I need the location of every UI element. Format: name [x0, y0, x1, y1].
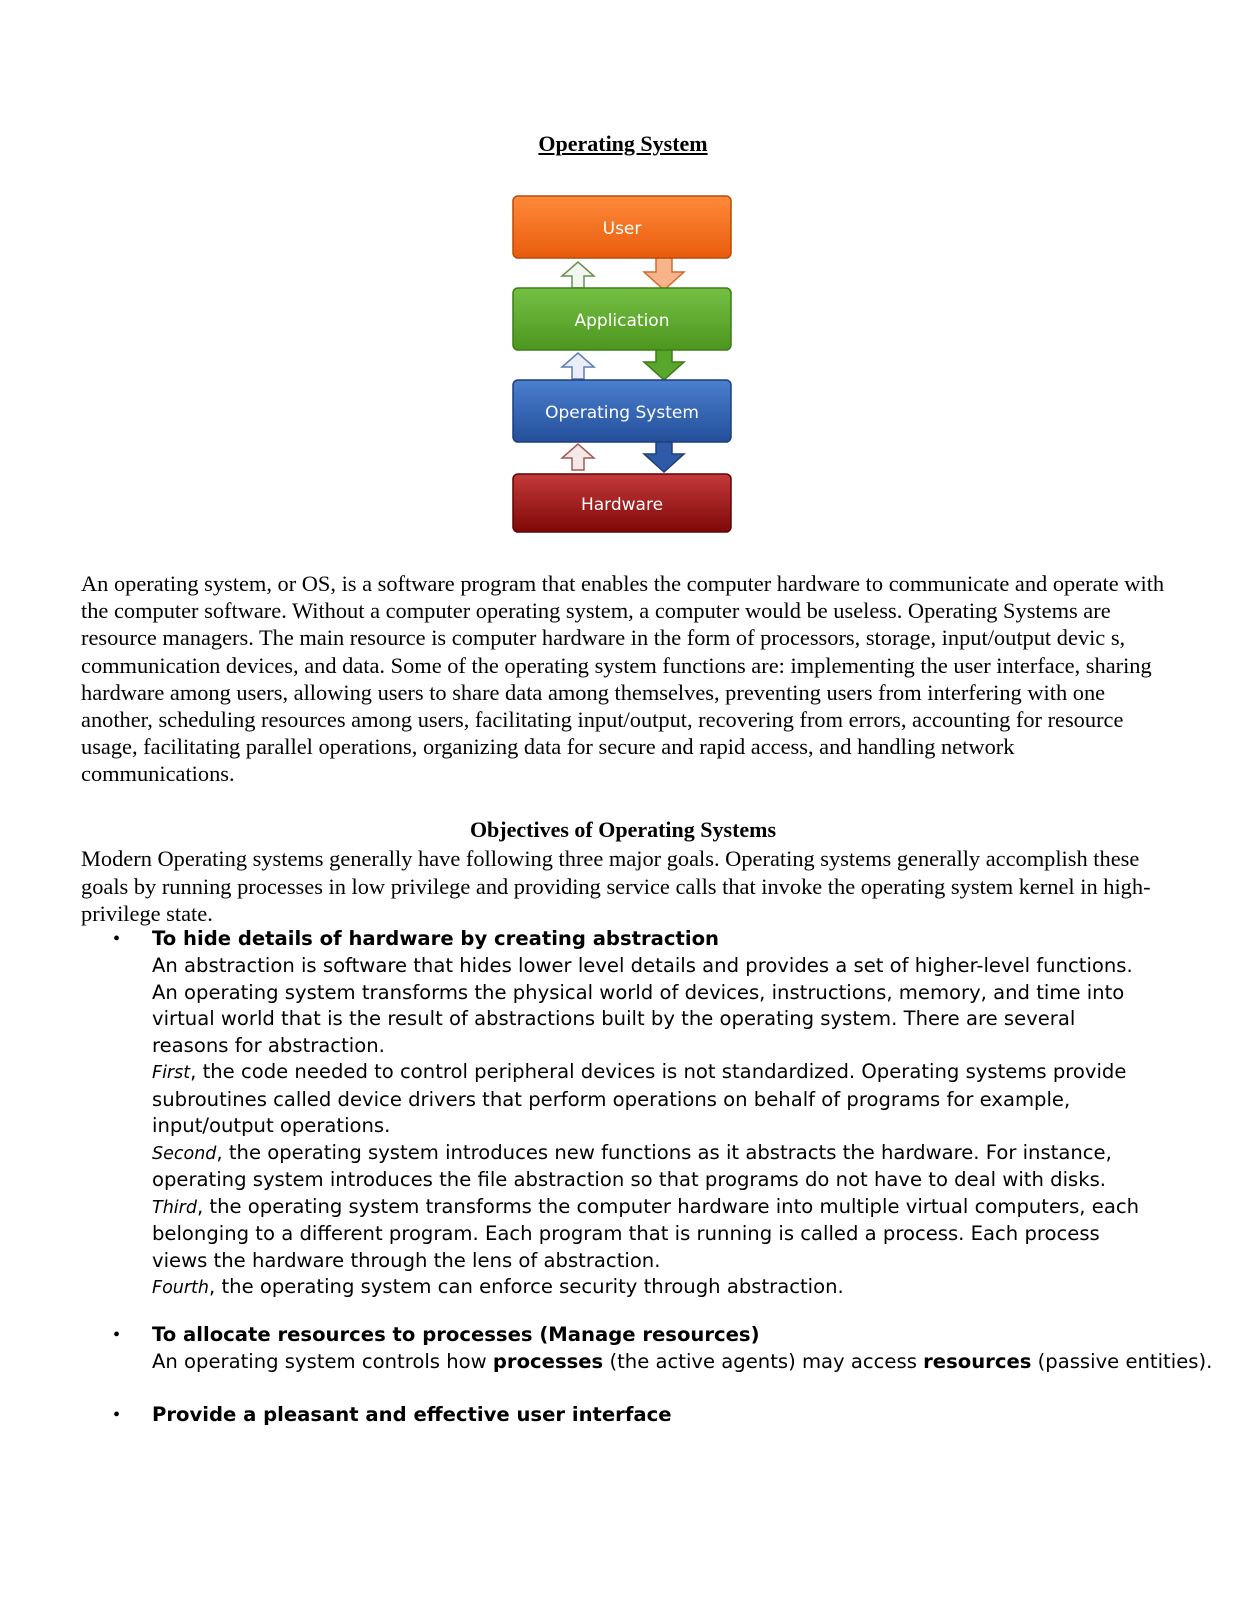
os-layers-diagram — [508, 192, 738, 538]
layer-operating-system-label: Operating System — [545, 403, 699, 423]
goal-3-heading: Provide a pleasant and effective user interface — [152, 1403, 672, 1426]
objectives-intro: Modern Operating systems generally have following three major goals. Operating systems generally accomplish these goals by running processes in low privilege and providing service calls that invoke the operating system kernel in high-privilege state. — [81, 846, 1151, 926]
layer-application-label: Application — [574, 311, 670, 331]
reason-first-text: , the code needed to control peripheral devices is not standardized. Operating systems provide subroutines called device drivers that perform operations on behalf of programs for example, input/output operations. — [152, 1060, 1127, 1137]
goal-2-body — [152, 1349, 1222, 1376]
reason-third — [152, 1194, 1152, 1275]
goal-1-body — [152, 953, 1152, 1302]
reason-second-label: Second — [152, 1143, 217, 1164]
goal-1-heading: To hide details of hardware by creating abstraction — [152, 927, 719, 950]
reason-fourth-text: , the operating system can enforce security through abstraction. — [209, 1275, 844, 1298]
layer-hardware-label: Hardware — [580, 495, 664, 515]
reason-fourth — [152, 1274, 1152, 1302]
up-arrow-icon — [562, 262, 594, 288]
goal-1-text: An abstraction is software that hides lower level details and provides a set of higher-level functions. An operating system transforms the physical world of devices, instructions, memory, and time into virtual world that is the result of abstractions built by the operating system. There are several reasons for abstraction. — [152, 954, 1133, 1057]
goal-2-text — [152, 1349, 1222, 1376]
goal-2-text-a: An operating system controls how — [152, 1350, 493, 1373]
reason-fourth-label: Fourth — [152, 1278, 210, 1298]
layer-hardware — [513, 474, 731, 532]
layer-application — [513, 288, 731, 350]
objectives-heading: Objectives of Operating Systems — [469, 817, 777, 842]
reason-second — [152, 1140, 1152, 1194]
goal-2-text-c: (passive entities). — [1031, 1350, 1213, 1373]
bullet-icon: • — [113, 928, 121, 950]
bullet-icon: • — [113, 1404, 121, 1426]
reason-third-label: Third — [152, 1197, 197, 1218]
intro-paragraph: An operating system, or OS, is a software program that enables the computer hardware to communicate and operate with the computer software. Without a computer operating system, a computer would be useless. Operating Systems are resource managers. The main resource is computer hardware in the form of processors, storage, input/output devic s, communication devices, and data. Some of the operating system functions are: implementing the user interface, sharing hardware among users, allowing users to share data among themselves, preventing users from interfering with one another, scheduling resources among users, facilitating input/output, recovering from errors, accounting for resource usage, facilitating parallel operations, organizing data for secure and rapid access, and handling network communications. — [81, 571, 1165, 787]
bullet-icon: • — [113, 1324, 121, 1346]
reason-first-label: First — [152, 1063, 191, 1083]
layer-user-label: User — [602, 219, 642, 239]
goal-2-text-b: (the active agents) may access — [603, 1350, 924, 1373]
goal-2-heading: To allocate resources to processes (Manage resources) — [152, 1323, 760, 1346]
reason-second-text: , the operating system introduces new functions as it abstracts the hardware. For instance, operating system introduces the file abstraction so that programs do not have to deal with disks. — [152, 1140, 1112, 1191]
reason-third-text: , the operating system transforms the computer hardware into multiple virtual computers, each belonging to a different program. Each program that is running is called a process. Each process views the hardware through the lens of abstraction. — [152, 1194, 1140, 1272]
layer-operating-system — [513, 380, 731, 442]
layer-user — [513, 196, 731, 258]
keyword-resources: resources — [923, 1350, 1032, 1373]
up-arrow-icon — [562, 444, 594, 470]
reason-first — [152, 1059, 1152, 1140]
keyword-processes: processes — [492, 1350, 604, 1373]
page-title: Operating System — [538, 131, 708, 156]
up-arrow-icon — [562, 353, 594, 379]
